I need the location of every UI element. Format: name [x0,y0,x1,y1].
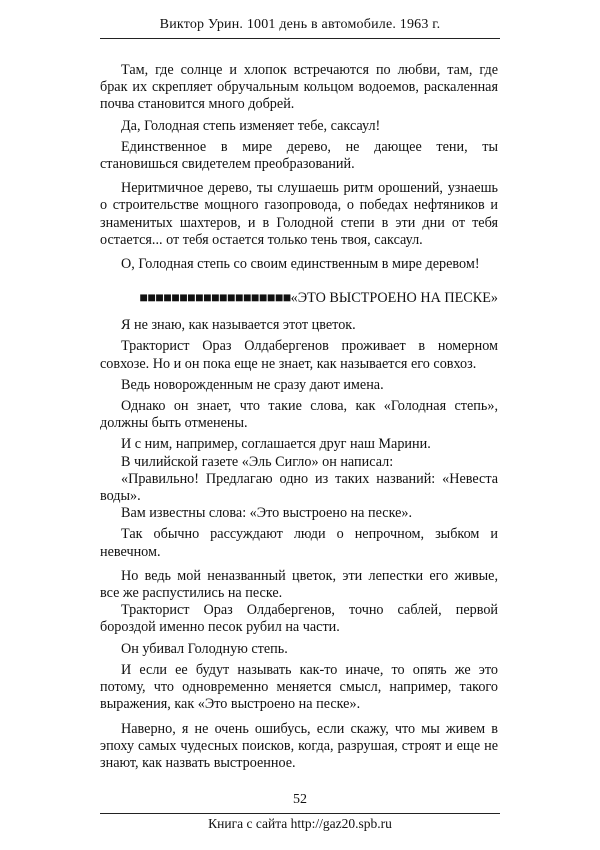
page-body [100,62,498,772]
running-header: Виктор Урин. 1001 день в автомобиле. 1963 г. [159,17,441,32]
poem-paragraph: Там, где солнце и хлопок встречаются по любви, там, где брак их скрепляет обручальным кольцом водоемов, раскаленная почва становится много добрей. [100,62,498,113]
body-paragraph: «Правильно! Предлагаю одно из таких названий: «Невеста воды». [100,470,498,505]
poem-paragraph: Неритмичное дерево, ты слушаешь ритм орошений, узнаешь о строительстве мощного газопровода, о победах нефтяников и знаменитых шахтеров, и в Голодной степи в эти дни от тебя остается... от тебя остается только тень твоя, саксаул. [100,180,498,248]
body-paragraph: Наверно, я не очень ошибусь, если скажу, что мы живем в эпоху самых чудесных поисков, когда, разрушая, строят и еще не знают, как назвать выстроенное. [100,720,498,771]
body-paragraph: Ведь новорожденным не сразу дают имена. [121,376,384,393]
footer-text: Книга с сайта http://gaz20.spb.ru [208,816,392,831]
section-heading [100,290,498,307]
body-paragraph: Однако он знает, что такие слова, как «Голодная степь», должны быть отменены. [100,398,498,432]
footer-rule [100,813,500,814]
body-paragraph: Тракторист Ораз Олдабергенов, точно саблей, первой бороздой именно песок рубил на части. [100,602,498,636]
section-title-text: «ЭТО ВЫСТРОЕНО НА ПЕСКЕ» [290,290,498,307]
poem-paragraph: Единственное в мире дерево, не дающее тени, ты становишься свидетелем преобразований. [100,138,498,173]
body-paragraph: И с ним, например, соглашается друг наш Марини. [121,436,431,453]
header-rule [100,38,500,39]
poem-paragraph: О, Голодная степь со своим единственным в мире деревом! [121,256,480,273]
body-paragraph: Так обычно рассуждают люди о непрочном, зыбком и невечном. [100,526,498,560]
body-paragraph: Вам известны слова: «Это выстроено на песке». [121,505,413,522]
body-paragraph: Но ведь мой неназванный цветок, эти лепестки его живые, все же распустились на песке. [100,567,498,602]
body-paragraph: Тракторист Ораз Олдабергенов проживает в номерном совхозе. Но и он пока еще не знает, как называется его совхоз. [100,338,498,372]
body-paragraph: Он убивал Голодную степь. [121,640,288,657]
section-bullets: ■■■■■■■■■■■■■■■■■■■ [139,290,291,307]
poem-paragraph: Да, Голодная степь изменяет тебе, саксаул! [121,117,381,134]
body-paragraph: Я не знаю, как называется этот цветок. [121,317,356,334]
body-paragraph: В чилийской газете «Эль Сигло» он написал: [121,453,394,470]
page-number: 52 [293,792,307,807]
body-paragraph: И если ее будут называть как-то иначе, то опять же это потому, что одновременно меняется смысл, например, такого выражения, как «Это выстроено на песке». [100,661,498,713]
